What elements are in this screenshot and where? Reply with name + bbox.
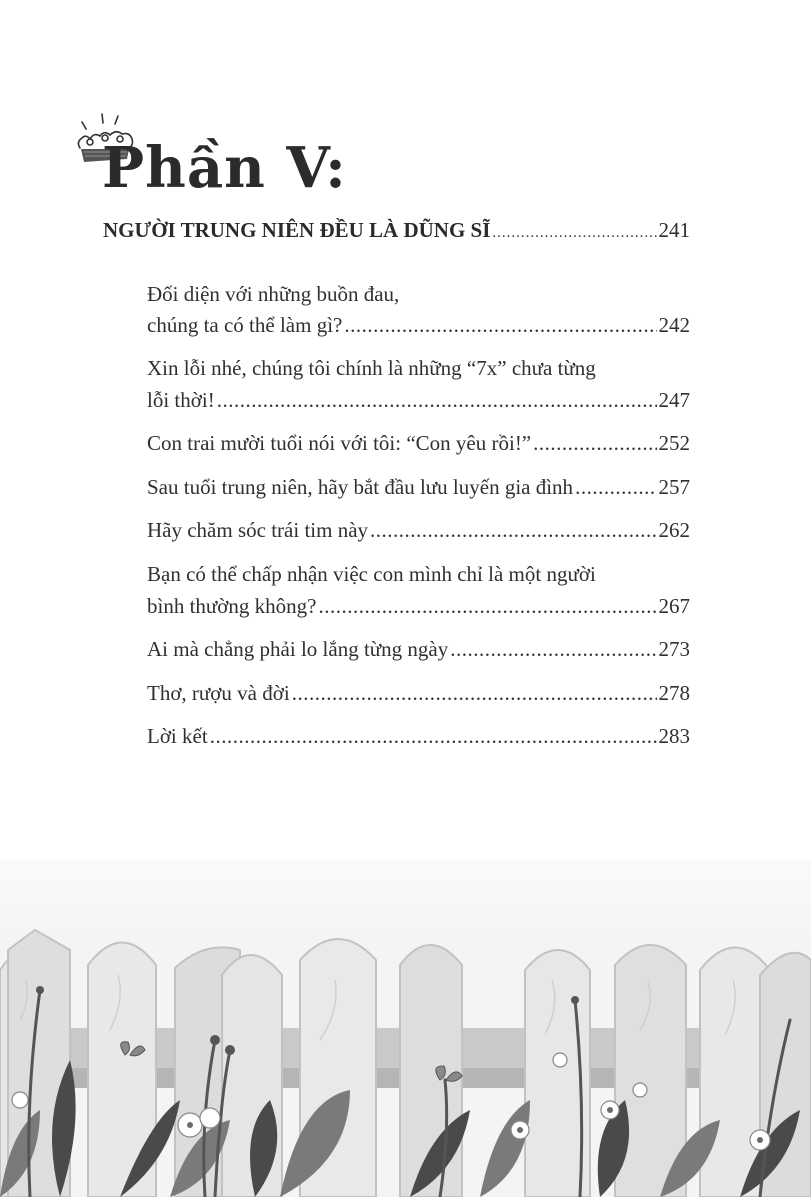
toc-entry-title: Thơ, rượu và đời: [147, 681, 290, 705]
toc-entry-line: Đối diện với những buồn đau,: [147, 282, 400, 306]
toc-entry[interactable]: [147, 313, 690, 338]
page-number: 283: [658, 724, 690, 748]
toc-entry[interactable]: [147, 681, 690, 706]
dot-leader: [344, 313, 656, 338]
toc-entry-title: lỗi thời!: [147, 388, 215, 412]
toc-entry-title: Hãy chăm sóc trái tim này: [147, 518, 369, 542]
toc-entry-line: Bạn có thể chấp nhận việc con mình chỉ là một người: [147, 562, 596, 586]
toc-entry-title: Con trai mười tuổi nói với tôi: “Con yêu rồi!”: [147, 431, 532, 455]
page-number: 267: [658, 594, 690, 618]
toc-entry-title: Sau tuổi trung niên, hãy bắt đầu lưu luyến gia đình: [147, 475, 574, 499]
page-number: 242: [658, 313, 690, 337]
section-title: NGƯỜI TRUNG NIÊN ĐỀU LÀ DŨNG SĨ: [103, 218, 491, 242]
dot-leader: [370, 518, 656, 543]
page-number: 273: [658, 637, 690, 661]
toc-entry[interactable]: [147, 594, 690, 619]
page-number: 262: [658, 518, 690, 542]
toc-entry-title: Ai mà chẳng phải lo lắng từng ngày: [147, 637, 449, 661]
toc-entry[interactable]: [147, 475, 690, 500]
page-number: 278: [658, 681, 690, 705]
dot-leader: [450, 637, 656, 662]
dot-leader: [292, 681, 657, 706]
toc-entry[interactable]: [147, 431, 690, 456]
toc-entry[interactable]: [147, 388, 690, 413]
dot-leader: [217, 388, 657, 413]
section-heading[interactable]: [103, 218, 690, 243]
toc-entry-title: bình thường không?: [147, 594, 317, 618]
toc-entry[interactable]: [147, 724, 690, 749]
page-number: 247: [658, 388, 690, 412]
dot-leader: [492, 225, 656, 242]
garden-fence-illustration: [0, 800, 811, 1197]
dot-leader: [575, 475, 656, 500]
toc-entry[interactable]: [147, 518, 690, 543]
page-number: 252: [658, 431, 690, 455]
part-title: Phần V:: [102, 135, 347, 201]
toc-entry-line: Xin lỗi nhé, chúng tôi chính là những “7x” chưa từng: [147, 356, 596, 380]
dot-leader: [533, 431, 656, 456]
toc-entry[interactable]: [147, 637, 690, 662]
dot-leader: [210, 724, 657, 749]
dot-leader: [318, 594, 656, 619]
toc-entry-title: chúng ta có thể làm gì?: [147, 313, 343, 337]
toc-entry-title: Lời kết: [147, 724, 208, 748]
page-number: 241: [658, 218, 690, 242]
page-number: 257: [658, 475, 690, 499]
